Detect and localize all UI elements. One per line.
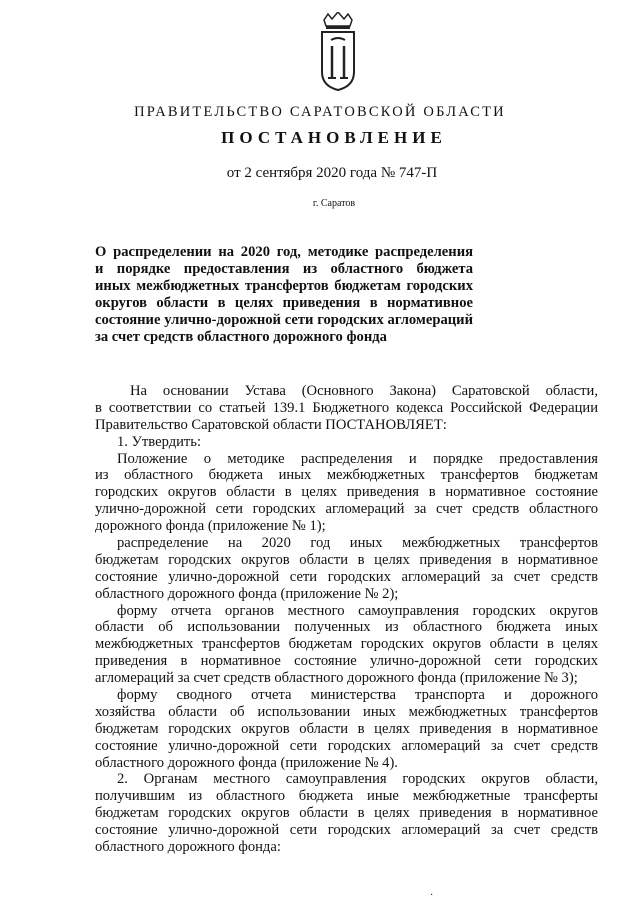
body-line: состояние улично-дорожной сети городских агломераций за счет средств	[95, 568, 598, 585]
document-city: г. Саратов	[312, 198, 356, 209]
body-line: состояние улично-дорожной сети городских агломераций за счет средств	[95, 822, 598, 839]
body-line: области об использовании полученных из областного бюджета иных	[95, 619, 598, 636]
body-line: областного дорожного фонда (приложение № 4).	[95, 754, 398, 771]
body-line: получившим из областного бюджета иные межбюджетные трансферты	[95, 788, 598, 805]
government-name: ПРАВИТЕЛЬСТВО САРАТОВСКОЙ ОБЛАСТИ	[134, 104, 506, 120]
body-line: хозяйства области об использовании иных межбюджетных трансфертов	[95, 703, 598, 720]
body-line: форму сводного отчета министерства транспорта и дорожного	[117, 687, 598, 704]
document-date-number: от 2 сентября 2020 года № 747-П	[226, 165, 438, 181]
body-line: 1. Утвердить:	[117, 433, 202, 450]
body-line: улично-дорожной сети городских агломераций за счет средств областного	[95, 501, 598, 518]
heading-line: иных межбюджетных трансфертов бюджетам городских	[95, 278, 473, 294]
body-line: состояние улично-дорожной сети городских агломераций за счет средств	[95, 737, 598, 754]
body-line: На основании Устава (Основного Закона) Саратовской области,	[130, 383, 598, 399]
heading-line: состояние улично-дорожной сети городских агломераций	[95, 312, 473, 328]
body-line: из областного бюджета иных межбюджетных трансфертов бюджетам	[95, 467, 598, 484]
body-line: распределение на 2020 год иных межбюджетных трансфертов	[117, 535, 598, 552]
document-body	[95, 383, 598, 856]
coat-of-arms-icon	[318, 12, 358, 92]
heading-line: округов области в целях приведения в нормативное	[95, 295, 473, 311]
document-type: ПОСТАНОВЛЕНИЕ	[221, 128, 447, 147]
body-line: Правительство Саратовской области ПОСТАНОВЛЯЕТ:	[95, 416, 447, 433]
body-line: областного дорожного фонда:	[95, 839, 281, 856]
body-line: 2. Органам местного самоуправления городских округов области,	[117, 771, 598, 788]
body-line: областного дорожного фонда (приложение № 2);	[95, 585, 399, 602]
body-line: городских округов области в целях приведения в нормативное состояние	[95, 484, 598, 501]
body-line: дорожного фонда (приложение № 1);	[95, 518, 326, 535]
heading-line: и порядке предоставления из областного бюджета	[95, 261, 473, 277]
heading-line: за счет средств областного дорожного фонда	[95, 329, 387, 345]
body-line: бюджетам городских округов области в целях приведения в нормативное	[95, 805, 598, 822]
body-line: форму отчета органов местного самоуправления городских округов	[117, 602, 598, 619]
body-line: Положение о методике распределения и порядке предоставления	[117, 450, 598, 467]
body-line: межбюджетных трансфертов бюджетам городских округов области в целях	[95, 636, 598, 653]
heading-line: О распределении на 2020 год, методике распределения	[95, 244, 473, 260]
body-line: бюджетам городских округов области в целях приведения в нормативное	[95, 720, 598, 737]
body-line: агломераций за счет средств областного дорожного фонда (приложение № 3);	[95, 670, 578, 687]
body-line: в соответствии со статьей 139.1 Бюджетного кодекса Российской Федерации	[95, 399, 598, 416]
body-line: приведения в нормативное состояние улично-дорожной сети городских	[95, 653, 598, 670]
scan-dot: ·	[430, 890, 434, 901]
body-line: бюджетам городских округов области в целях приведения в нормативное	[95, 551, 598, 568]
document-heading	[95, 244, 473, 346]
